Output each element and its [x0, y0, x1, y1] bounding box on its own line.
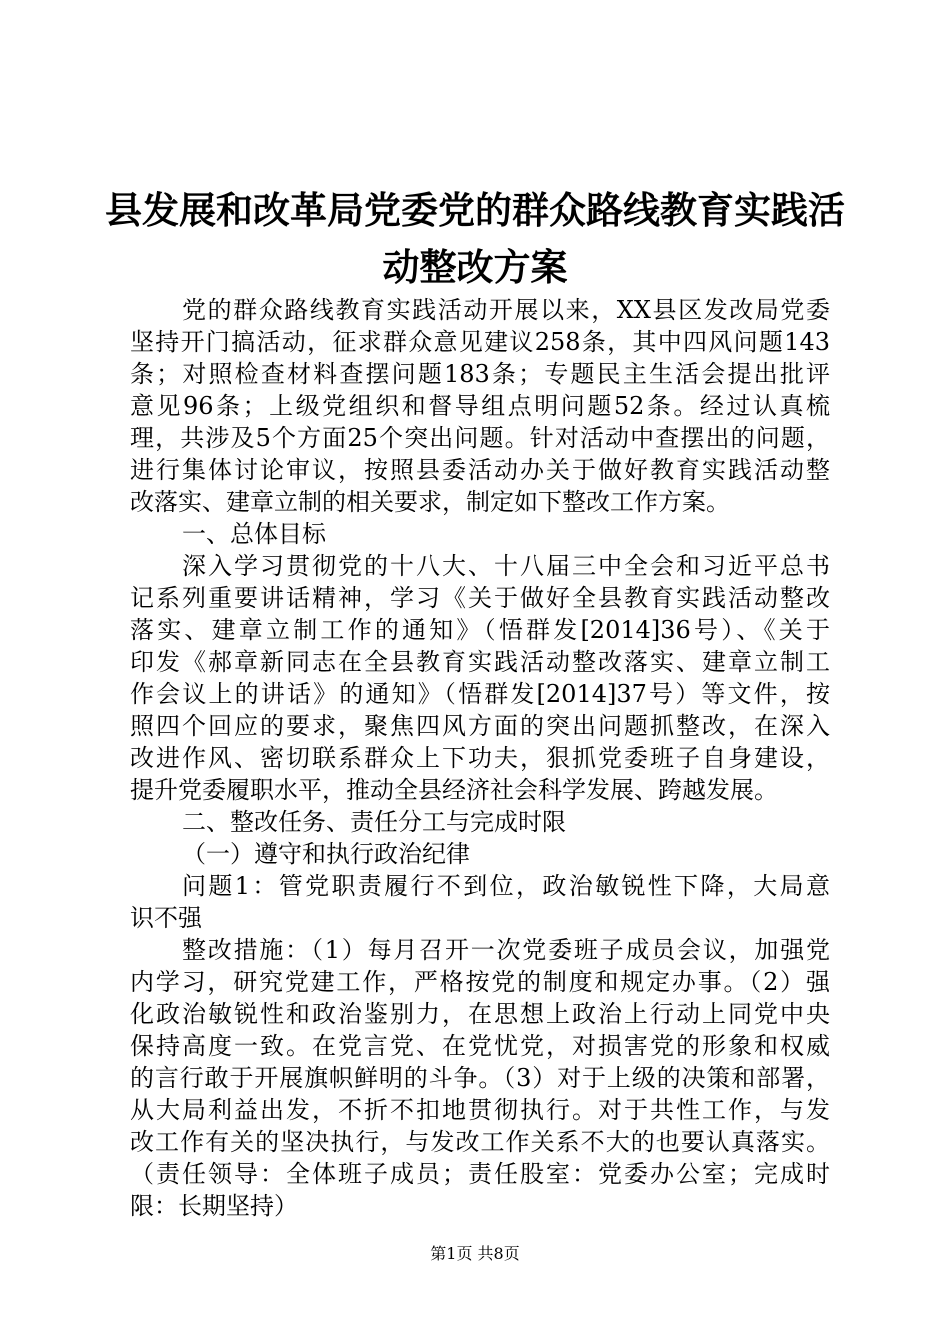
paragraph-line: 党的群众路线教育实践活动开展以来，XX县区发改局党委	[182, 296, 830, 324]
paragraph-line: 改工作有关的坚决执行，与发改工作关系不大的也要认真落实。	[130, 1128, 830, 1156]
document-title-line-1: 县发展和改革局党委党的群众路线教育实践活	[105, 188, 845, 232]
paragraph-line: 识不强	[130, 904, 202, 932]
paragraph-line: 的言行敢于开展旗帜鲜明的斗争。（3）对于上级的决策和部署，	[130, 1064, 830, 1092]
document-title-line-2: 动整改方案	[382, 245, 568, 289]
paragraph-line: 记系列重要讲话精神，学习《关于做好全县教育实践活动整改	[130, 584, 830, 612]
paragraph-line: 内学习，研究党建工作，严格按党的制度和规定办事。（2）强	[130, 968, 830, 996]
paragraph-line: 从大局利益出发，不折不扣地贯彻执行。对于共性工作，与发	[130, 1096, 830, 1124]
paragraph-line: 印发《郝章新同志在全县教育实践活动整改落实、建章立制工	[130, 648, 830, 676]
paragraph-line: 改落实、建章立制的相关要求，制定如下整改工作方案。	[130, 488, 730, 516]
page-footer: 第1页 共8页	[430, 1244, 520, 1263]
paragraph-line: 问题1：管党职责履行不到位，政治敏锐性下降，大局意	[182, 872, 830, 900]
paragraph-line: 保持高度一致。在党言党、在党忧党，对损害党的形象和权威	[130, 1032, 830, 1060]
paragraph-line: 化政治敏锐性和政治鉴别力，在思想上政治上行动上同党中央	[130, 1000, 830, 1028]
paragraph-line: 改进作风、密切联系群众上下功夫，狠抓党委班子自身建设，	[130, 744, 830, 772]
paragraph-line: 整改措施：（1）每月召开一次党委班子成员会议，加强党	[182, 936, 830, 964]
paragraph-line: 落实、建章立制工作的通知》（悟群发[2014]36号）、《关于	[130, 616, 830, 644]
paragraph-line: 意见96条；上级党组织和督导组点明问题52条。经过认真梳	[130, 392, 830, 420]
paragraph-line: 坚持开门搞活动，征求群众意见建议258条，其中四风问题143	[130, 328, 830, 356]
paragraph-line: 一、总体目标	[182, 520, 326, 548]
paragraph-line: 进行集体讨论审议，按照县委活动办关于做好教育实践活动整	[130, 456, 830, 484]
paragraph-line: 二、整改任务、责任分工与完成时限	[182, 808, 566, 836]
paragraph-line: 理，共涉及5个方面25个突出问题。针对活动中查摆出的问题，	[130, 424, 830, 452]
document-body	[130, 294, 830, 1222]
paragraph-line: 限：长期坚持）	[130, 1192, 298, 1220]
paragraph-line: （责任领导：全体班子成员；责任股室：党委办公室；完成时	[130, 1160, 830, 1188]
paragraph-line: 作会议上的讲话》的通知》（悟群发[2014]37号）等文件，按	[130, 680, 830, 708]
paragraph-line: 深入学习贯彻党的十八大、十八届三中全会和习近平总书	[182, 552, 830, 580]
paragraph-line: 条；对照检查材料查摆问题183条；专题民主生活会提出批评	[130, 360, 830, 388]
paragraph-line: （一）遵守和执行政治纪律	[182, 840, 470, 868]
paragraph-line: 照四个回应的要求，聚焦四风方面的突出问题抓整改，在深入	[130, 712, 830, 740]
paragraph-line: 提升党委履职水平，推动全县经济社会科学发展、跨越发展。	[130, 776, 778, 804]
